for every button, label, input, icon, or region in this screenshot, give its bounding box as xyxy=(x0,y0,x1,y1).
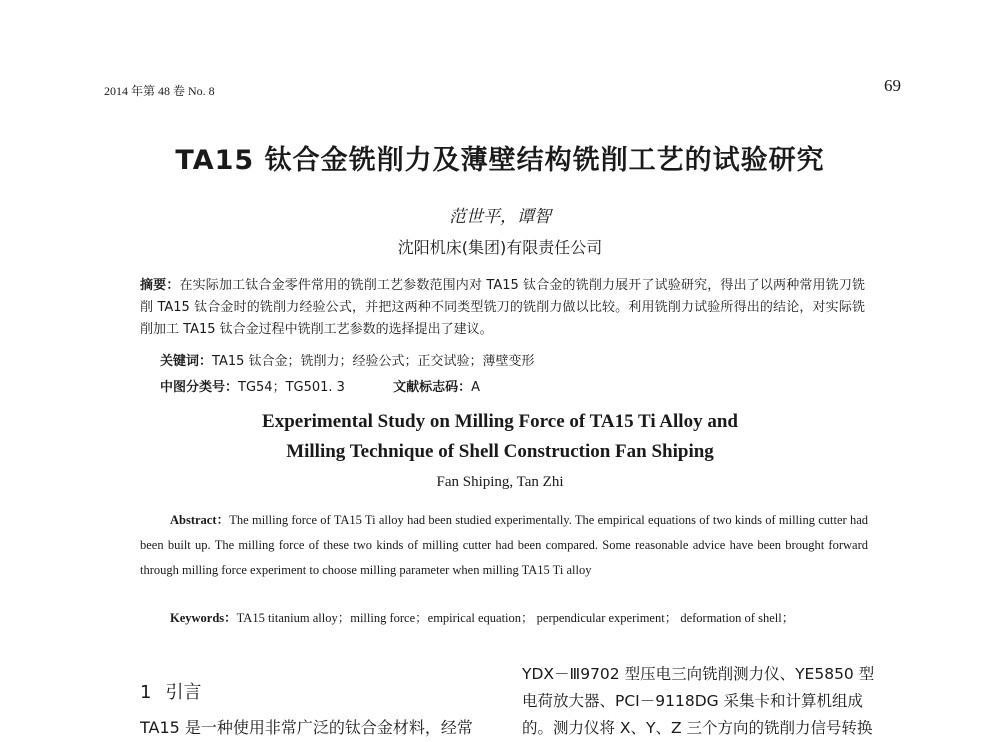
authors-en: Fan Shiping, Tan Zhi xyxy=(436,474,564,490)
abstract-en-label: Abstract： xyxy=(170,513,230,527)
paper-title-en-line2: Milling Technique of Shell Construction Fan Shiping xyxy=(286,441,714,462)
abstract-cn-text: 在实际加工钛合金零件常用的铣削工艺参数范围内对 TA15 钛合金的铣削力展开了试验研究，得出了以两种常用铣刀铣削 TA15 钛合金时的铣削力经验公式，并把这两种不同类型铣刀的铣削力做以比较。利用铣削力试验所得出的结论，对实际铣削加工 TA15 钛合金过程中铣削工艺参数的选择提出了建议。 xyxy=(140,278,865,337)
document-code-value: A xyxy=(471,380,480,395)
body-text-left: TA15 是一种使用非常广泛的钛合金材料，经常 xyxy=(140,718,473,737)
authors-cn: 范世平，谭智 xyxy=(449,207,551,226)
page-number: 69 xyxy=(884,76,901,95)
abstract-en-text: The milling force of TA15 Ti alloy had been studied experimentally. The empirical equations of two kinds of milling cutter had been built up. The milling force of these two kinds of milling cutter had been compared. Some reasonable advice have been brought forward through milling force experiment to choose milling parameter when milling TA15 Ti alloy xyxy=(140,513,868,577)
abstract-en xyxy=(140,508,868,583)
document-code xyxy=(393,380,480,395)
classification-row xyxy=(160,376,480,395)
section-heading xyxy=(140,678,201,704)
keywords-en xyxy=(170,608,870,626)
keywords-cn-text: TA15 钛合金；铣削力；经验公式；正交试验；薄壁变形 xyxy=(212,354,535,369)
body-right-line: 电荷放大器、PCI－9118DG 采集卡和计算机组成 xyxy=(522,692,864,710)
keywords-cn xyxy=(160,350,535,369)
journal-info: 2014 年第 48 卷 No. 8 xyxy=(104,84,215,98)
document-code-label: 文献标志码： xyxy=(393,380,472,395)
body-right-line: 的。测力仪将 X、Y、Z 三个方向的铣削力信号转换 xyxy=(522,719,873,737)
affiliation-cn: 沈阳机床(集团)有限责任公司 xyxy=(397,238,603,257)
keywords-en-text: TA15 titanium alloy；milling force；empirical equation； perpendicular experiment； deformation of shell； xyxy=(236,611,795,625)
keywords-cn-label: 关键词： xyxy=(160,354,213,369)
keywords-en-label: Keywords： xyxy=(170,611,237,625)
classification-value: TG54；TG501. 3 xyxy=(238,380,345,395)
body-right-line: YDX－Ⅲ9702 型压电三向铣削测力仪、YE5850 型 xyxy=(522,665,875,683)
body-text-right xyxy=(522,661,902,742)
paper-title-en-line1: Experimental Study on Milling Force of TA15 Ti Alloy and xyxy=(262,411,738,432)
classification-label: 中图分类号： xyxy=(160,380,239,395)
section-title: 引言 xyxy=(165,682,202,703)
paper-title-cn: TA15 钛合金铣削力及薄壁结构铣削工艺的试验研究 xyxy=(175,145,825,176)
section-number: 1 xyxy=(140,682,152,703)
abstract-cn-label: 摘要： xyxy=(140,278,180,293)
abstract-cn xyxy=(140,275,865,341)
